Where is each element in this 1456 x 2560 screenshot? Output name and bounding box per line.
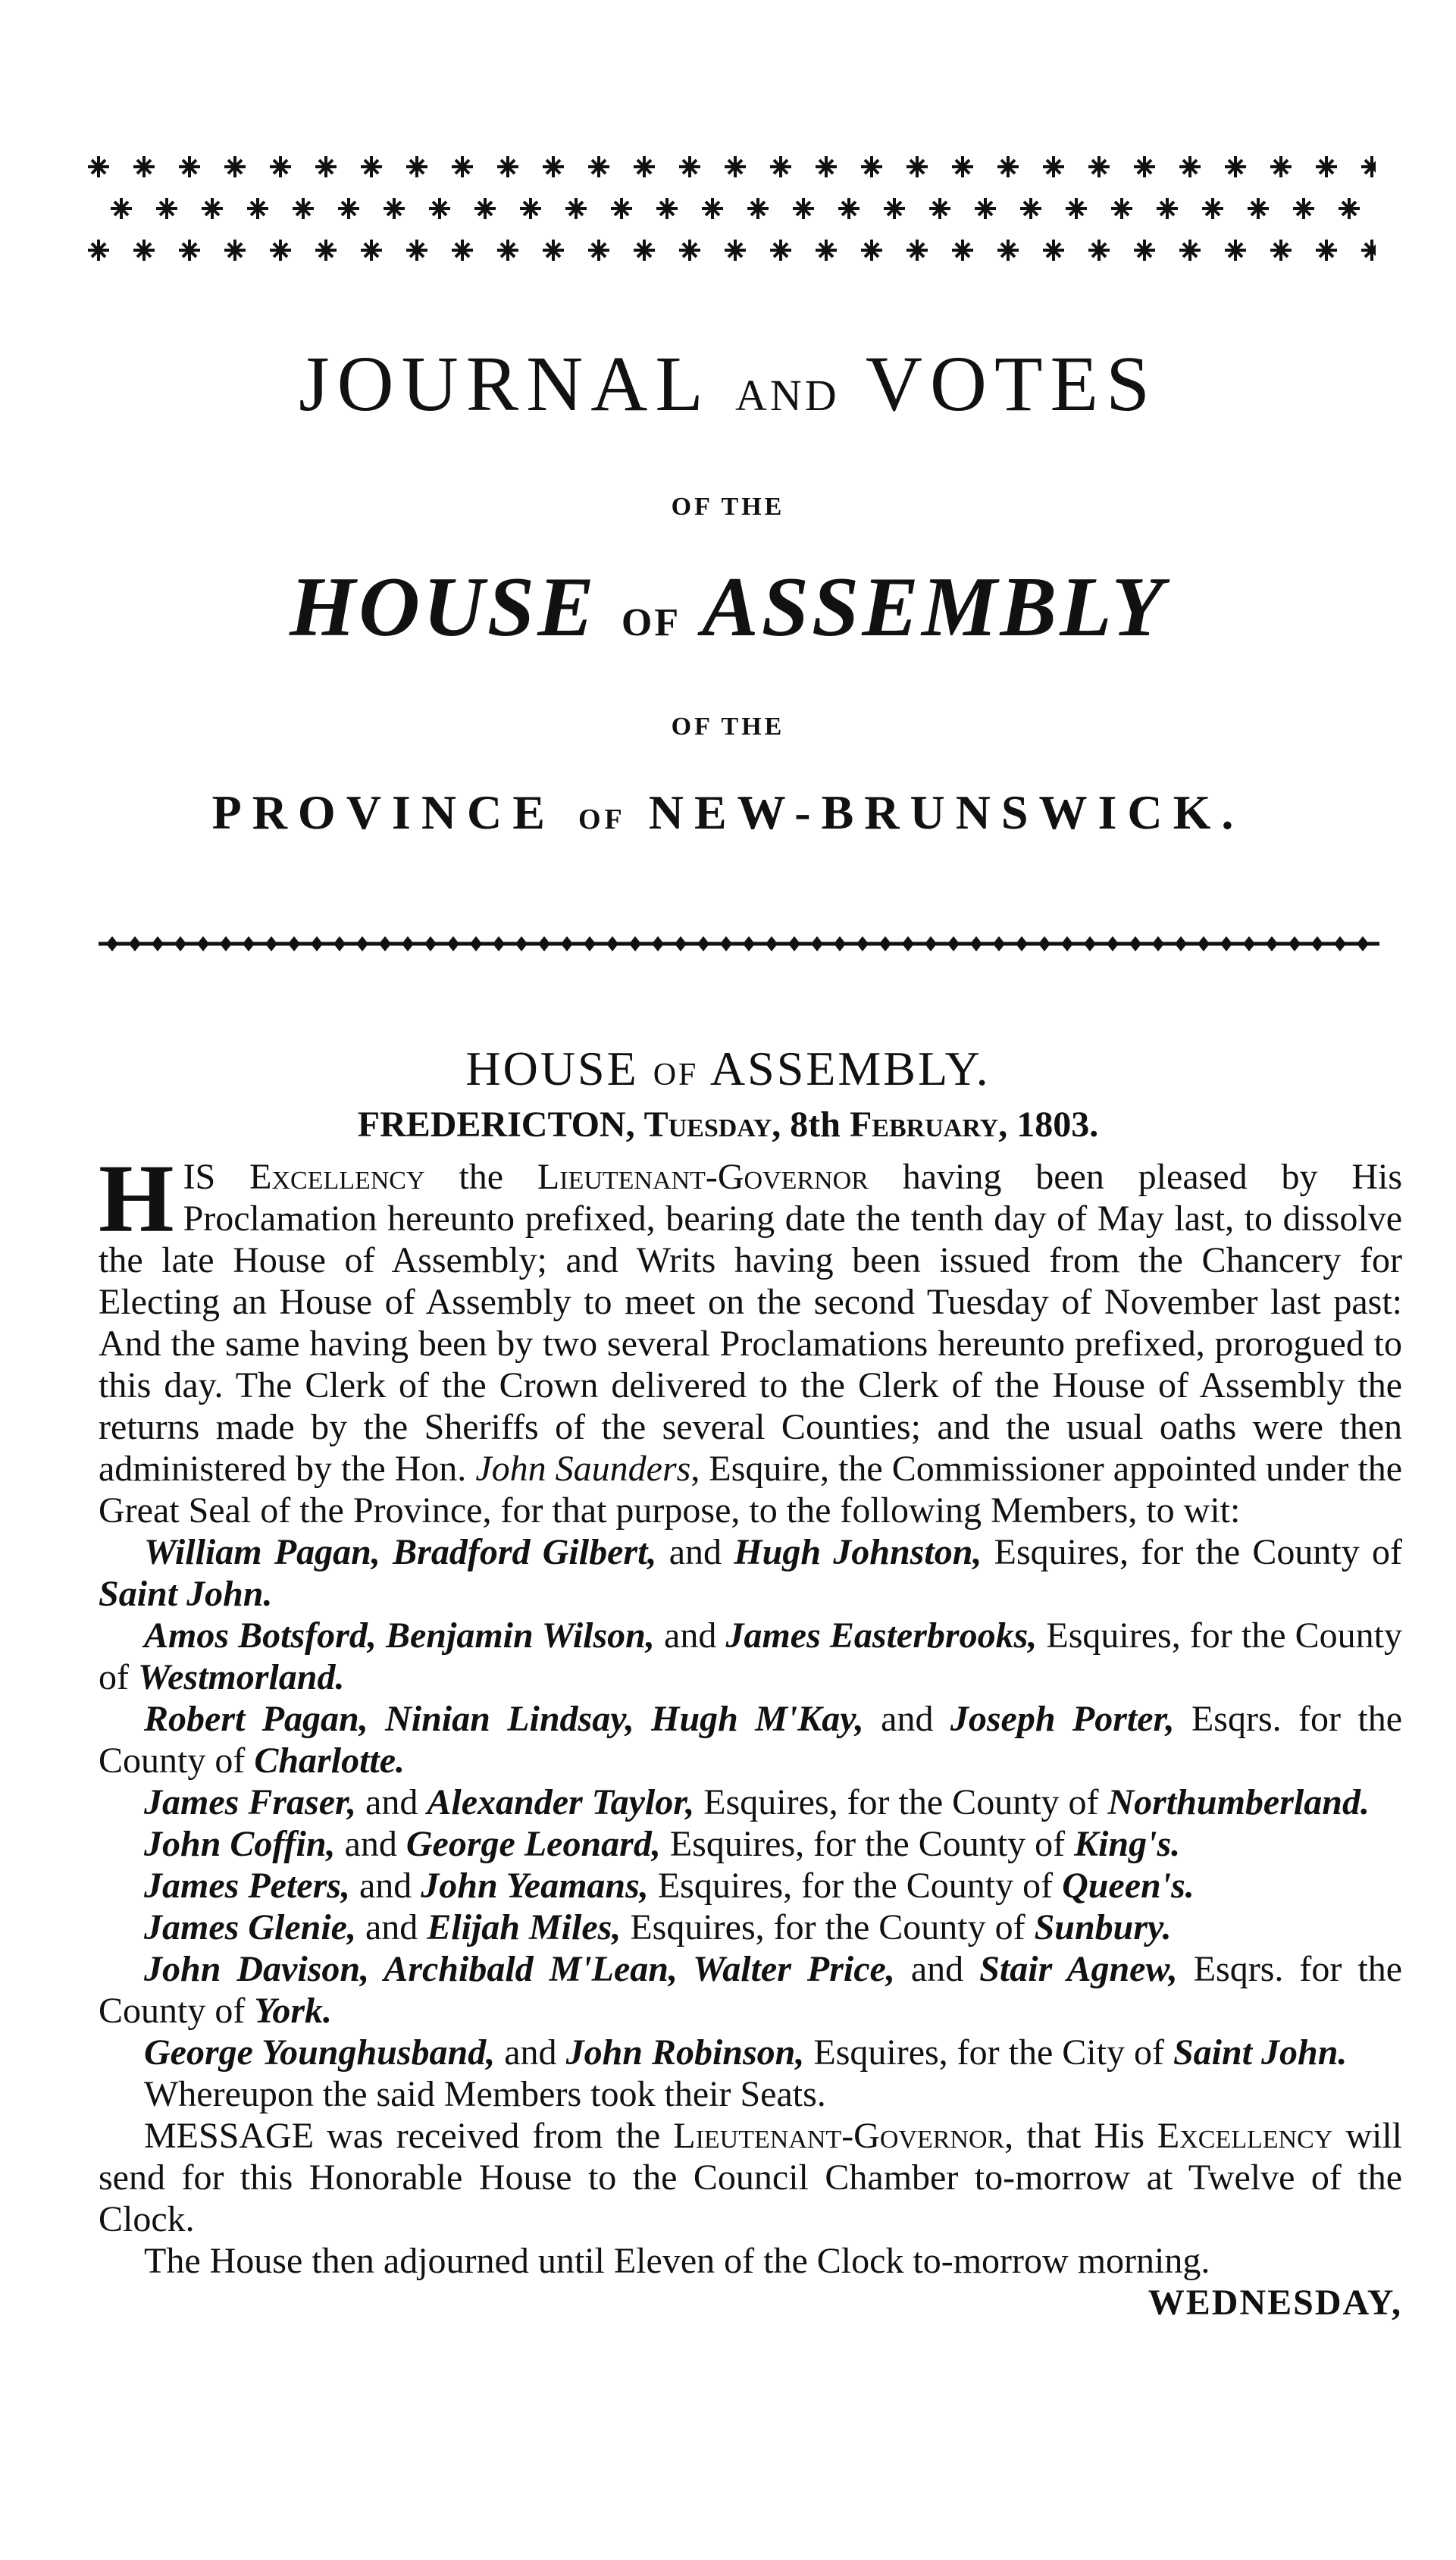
ornament-motif — [224, 240, 246, 261]
member-entry: James Fraser, and Alexander Taylor, Esquires, for the County of Northumberland. — [144, 1782, 1370, 1822]
ornament-motif — [1066, 198, 1087, 219]
ornament-motif — [588, 156, 609, 177]
divider-diamond — [856, 936, 869, 951]
ornament-motif — [793, 198, 814, 219]
ornament-motif — [1088, 156, 1110, 177]
title-line-1 — [0, 340, 1456, 428]
divider-diamond — [970, 936, 982, 951]
divider-diamond — [1220, 936, 1232, 951]
title-of-2: OF — [578, 804, 626, 835]
ornament-motif — [770, 156, 791, 177]
title-house: HOUSE — [290, 560, 597, 654]
divider-diamond — [697, 936, 709, 951]
divider-diamond — [152, 936, 164, 951]
ornament-motif — [997, 156, 1019, 177]
member-entry: William Pagan, Bradford Gilbert, and Hugh Johnston, Esquires, for the County of Saint John. — [99, 1532, 1403, 1614]
ornament-motif — [406, 156, 427, 177]
title-province: PROVINCE — [211, 785, 556, 839]
divider-diamond — [584, 936, 596, 951]
divider-diamond — [1152, 936, 1164, 951]
commissioner-name: John Saunders — [475, 1449, 691, 1489]
divider-diamond — [879, 936, 891, 951]
ornament-motif — [429, 198, 450, 219]
ornament-motif — [679, 240, 700, 261]
ornament-motif — [1361, 240, 1376, 261]
ornament-motif — [1316, 156, 1337, 177]
ornament-motif — [679, 156, 700, 177]
dateline-day: Tuesday, — [643, 1105, 781, 1145]
ornament-motif — [315, 156, 337, 177]
of-the-1: OF THE — [671, 493, 785, 521]
divider-diamond — [1038, 936, 1051, 951]
ornament-motif — [1088, 240, 1110, 261]
divider-diamond — [515, 936, 528, 951]
divider-diamond — [220, 936, 232, 951]
divider-diamond — [356, 936, 368, 951]
divider-diamond — [106, 936, 118, 951]
ornament-motif — [1043, 240, 1064, 261]
title-and: AND — [735, 371, 840, 420]
dateline-place: FREDERICTON, — [357, 1105, 635, 1145]
divider-diamond — [743, 936, 755, 951]
ornament-motif — [588, 240, 609, 261]
ornament-motif — [1111, 198, 1132, 219]
divider-diamond — [925, 936, 937, 951]
divider-diamond — [493, 936, 505, 951]
opening-paragraph: HIS Excellency the Lieutenant-Governor having been pleased by His Proclamation hereunto prefixed, bearing date the tenth day of May last, to dissolve the late House of Assembly; and Writs having been issued from the Chancery for Electing an House of Assembly to meet on the second Tuesday of November last past: And the same having been by two several Proclamations hereunto prefixed, prorogued to this day. The Clerk of the Crown delivered to the Clerk of the House of Assembly the returns made by the Sheriffs of the several Counties; and the usual oaths were then administered by the Hon. John Saunders, Esquire, the Commissioner appointed under the Great Seal of the Province, for that purpose, to the following Members, to wit: — [99, 1145, 1403, 1531]
ornament-motif — [884, 198, 905, 219]
divider-diamond — [174, 936, 186, 951]
ornament-motif — [816, 240, 837, 261]
ornament-motif — [133, 240, 155, 261]
ornament-motif — [1020, 198, 1041, 219]
adjourn-paragraph: The House then adjourned until Eleven of the Clock to-morrow morning. — [144, 2241, 1210, 2281]
journal-body — [99, 1145, 1403, 2323]
ornament-motif — [1202, 198, 1223, 219]
dateline-year: 1803. — [1016, 1105, 1099, 1145]
divider-diamond — [720, 936, 732, 951]
divider-diamond — [788, 936, 800, 951]
divider-diamond — [470, 936, 482, 951]
divider-diamond — [538, 936, 550, 951]
ornament-motif — [133, 156, 155, 177]
ornament-motif — [770, 240, 791, 261]
ornament-motif — [906, 156, 928, 177]
divider-diamond — [834, 936, 846, 951]
divider-diamond — [561, 936, 573, 951]
divider-diamond — [1334, 936, 1346, 951]
ornament-motif — [1293, 198, 1314, 219]
divider-diamond — [675, 936, 687, 951]
ornament-motif — [1179, 156, 1201, 177]
ornament-motif — [270, 156, 291, 177]
ornament-motif — [1225, 156, 1246, 177]
ornament-motif — [747, 198, 769, 219]
ornament-motif — [906, 240, 928, 261]
divider-diamond — [993, 936, 1005, 951]
divider-diamond — [129, 936, 141, 951]
ornament-motif — [952, 156, 973, 177]
divider-diamond — [902, 936, 914, 951]
member-entry: John Davison, Archibald M'Lean, Walter Price, and Stair Agnew, Esqrs. for the County of York. — [99, 1949, 1403, 2031]
ornament-motif — [611, 198, 632, 219]
ornament-motif — [497, 156, 518, 177]
ornament-motif — [247, 198, 268, 219]
divider-diamond — [1311, 936, 1323, 951]
ornament-motif — [452, 156, 473, 177]
divider-diamond — [379, 936, 391, 951]
divider-diamond — [1107, 936, 1119, 951]
divider-diamond — [1129, 936, 1141, 951]
ornament-motif — [452, 240, 473, 261]
ornamental-header-band — [87, 148, 1376, 269]
dateline — [0, 1107, 1456, 1143]
ornament-motif — [1179, 240, 1201, 261]
divider-diamond — [606, 936, 618, 951]
divider-diamond — [333, 936, 346, 951]
ornament-motif — [1225, 240, 1246, 261]
ornament-motif — [179, 240, 200, 261]
divider-diamond — [1084, 936, 1096, 951]
ornament-motif — [224, 156, 246, 177]
ornament-motif — [406, 240, 427, 261]
member-entry: John Coffin, and George Leonard, Esquires, for the County of King's. — [144, 1824, 1181, 1864]
catchword: WEDNESDAY, — [1148, 2283, 1402, 2323]
divider-diamond — [1175, 936, 1187, 951]
ornament-motif — [1270, 156, 1292, 177]
ornament-motif — [1316, 240, 1337, 261]
divider-diamond — [811, 936, 823, 951]
title-line-2 — [0, 560, 1456, 654]
seats-paragraph: Whereupon the said Members took their Seats. — [144, 2074, 826, 2114]
divider-diamond — [311, 936, 323, 951]
title-of: OF — [621, 601, 681, 644]
ornament-motif — [111, 198, 132, 219]
ornament-motif — [952, 240, 973, 261]
member-entry: James Glenie, and Elijah Miles, Esquires, for the County of Sunbury. — [144, 1907, 1172, 1947]
members-list — [99, 1531, 1402, 2073]
ornament-motif — [634, 156, 655, 177]
ornament-motif — [156, 198, 177, 219]
ornament-motif — [1339, 198, 1360, 219]
divider-diamond — [1243, 936, 1255, 951]
ornament-motif — [543, 240, 564, 261]
ornament-motif — [861, 240, 882, 261]
ornament-motif — [520, 198, 541, 219]
ornament-motif — [725, 240, 746, 261]
divider-diamond — [1288, 936, 1301, 951]
section-heading — [0, 1042, 1456, 1095]
ornament-motif — [1043, 156, 1064, 177]
ornament-motif — [361, 240, 382, 261]
ornament-motif — [1270, 240, 1292, 261]
ornament-motif — [975, 198, 996, 219]
of-the-2: OF THE — [671, 713, 785, 741]
divider-diamond — [447, 936, 459, 951]
ornament-motif — [725, 156, 746, 177]
ornament-motif — [202, 198, 223, 219]
ornament-motif — [929, 198, 950, 219]
ornament-motif — [293, 198, 314, 219]
heading-house: HOUSE — [465, 1042, 639, 1095]
drop-cap: H — [99, 1145, 174, 1252]
divider-diamond — [1266, 936, 1278, 951]
divider-diamond — [766, 936, 778, 951]
divider-diamond — [243, 936, 255, 951]
divider-diamond — [629, 936, 641, 951]
ornament-motif — [1361, 156, 1376, 177]
ornamental-divider — [99, 929, 1379, 959]
ornament-motif — [656, 198, 678, 219]
dateline-date: 8th — [790, 1105, 841, 1145]
divider-diamond — [652, 936, 664, 951]
title-journal: JOURNAL — [299, 340, 709, 428]
heading-of: OF — [653, 1058, 699, 1092]
dateline-month: February, — [849, 1105, 1008, 1145]
ornament-motif — [702, 198, 723, 219]
member-entry: Robert Pagan, Ninian Lindsay, Hugh M'Kay, and Joseph Porter, Esqrs. for the County of Charlotte. — [99, 1699, 1402, 1781]
ornament-motif — [565, 198, 587, 219]
divider-diamond — [1198, 936, 1210, 951]
ornament-motif — [1134, 156, 1155, 177]
ornament-motif — [338, 198, 359, 219]
ornament-motif — [997, 240, 1019, 261]
ornament-motif — [1134, 240, 1155, 261]
ornament-motif — [1157, 198, 1178, 219]
divider-diamond — [1357, 936, 1369, 951]
message-paragraph: MESSAGE was received from the Lieutenant-Governor, that His Excellency will send for this Honorable House to the Council Chamber to-morrow at Twelve of the Clock. — [99, 2116, 1403, 2239]
divider-diamond — [1061, 936, 1073, 951]
divider-diamond — [1016, 936, 1028, 951]
ornament-motif — [816, 156, 837, 177]
ornament-motif — [384, 198, 405, 219]
ornament-motif — [315, 240, 337, 261]
divider-diamond — [402, 936, 414, 951]
ornament-motif — [88, 156, 109, 177]
ornament-motif — [361, 156, 382, 177]
member-entry: James Peters, and John Yeamans, Esquires, for the County of Queen's. — [144, 1866, 1195, 1906]
title-votes: VOTES — [865, 340, 1157, 428]
ornament-motif — [497, 240, 518, 261]
ornament-motif — [861, 156, 882, 177]
ornament-motif — [270, 240, 291, 261]
divider-diamond — [265, 936, 277, 951]
title-line-3 — [0, 785, 1456, 839]
ornament-motif — [543, 156, 564, 177]
ornament-motif — [474, 198, 496, 219]
ornament-motif — [634, 240, 655, 261]
title-new-brunswick: NEW-BRUNSWICK. — [648, 785, 1245, 839]
ornament-motif — [1248, 198, 1269, 219]
ornament-motif — [179, 156, 200, 177]
member-entry: Amos Botsford, Benjamin Wilson, and James Easterbrooks, Esquires, for the County of Westmorland. — [99, 1615, 1403, 1697]
divider-diamond — [197, 936, 209, 951]
divider-diamond — [424, 936, 437, 951]
member-entry: George Younghusband, and John Robinson, Esquires, for the City of Saint John. — [144, 2032, 1348, 2073]
heading-assembly: ASSEMBLY. — [709, 1042, 991, 1095]
title-assembly: ASSEMBLY — [701, 560, 1166, 654]
divider-diamond — [288, 936, 300, 951]
divider-diamond — [947, 936, 960, 951]
ornament-motif — [838, 198, 860, 219]
ornament-motif — [88, 240, 109, 261]
